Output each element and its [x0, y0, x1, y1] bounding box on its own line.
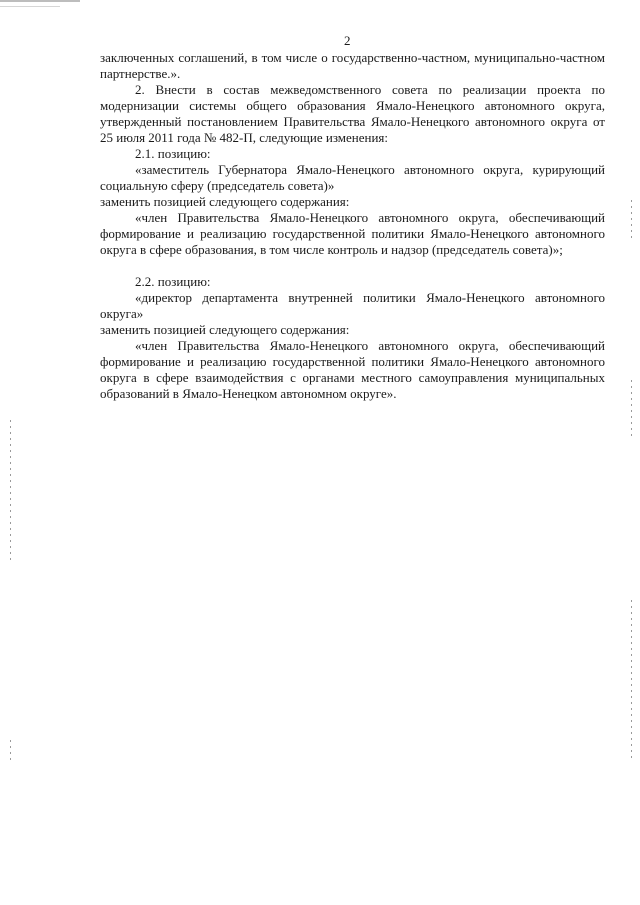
- paragraph-item-2: [100, 82, 605, 146]
- paragraph-item-2-2: [100, 274, 605, 290]
- scan-edge-mark: [0, 0, 80, 2]
- paragraph-item-2-1: [100, 146, 605, 162]
- quote-old-position-2: [100, 290, 605, 322]
- paragraph-text: 2. Внести в состав межведомственного совета по реализации проекта по модернизации системы общего образования Ямало-Ненецкого автономного округа, утвержденный постановлением Правительства Ямало-Ненецкого автономного округа от 25 июля 2011 года № 482-П, следующие изменения:: [100, 82, 605, 145]
- paragraph-text: 2.2. позицию:: [135, 274, 211, 289]
- paragraph-text: заменить позицией следующего содержания:: [100, 194, 350, 209]
- paragraph-continuation: [100, 50, 605, 82]
- paragraph-text: 2.1. позицию:: [135, 146, 211, 161]
- paragraph-text: «директор департамента внутренней политики Ямало-Ненецкого автономного округа»: [100, 290, 605, 321]
- paragraph-text: «член Правительства Ямало-Ненецкого автономного округа, обеспечивающий формирование и реализацию государственной политики Ямало-Ненецкого автономного округа в сфере образования, в том числе контроль и надзор (председатель совета)»;: [100, 210, 605, 257]
- scan-edge-dots-left: [10, 420, 11, 560]
- scan-edge-dots-left-lower: [10, 740, 11, 760]
- paragraph-text: заключенных соглашений, в том числе о государственно-частном, муниципально-частном партнерстве.».: [100, 50, 605, 81]
- quote-new-position-1: [100, 210, 605, 258]
- replace-instruction-2: [100, 322, 605, 338]
- scan-edge-dots-right-lower: [631, 600, 632, 760]
- page-number: 2: [344, 33, 351, 48]
- quote-old-position-1: [100, 162, 605, 194]
- scan-edge-dots-right-middle: [631, 380, 632, 440]
- paragraph-text: «заместитель Губернатора Ямало-Ненецкого автономного округа, курирующий социальную сферу (председатель совета)»: [100, 162, 605, 193]
- quote-new-position-2: [100, 338, 605, 402]
- scan-edge-dots-right-upper: [631, 200, 632, 240]
- paragraph-text: «член Правительства Ямало-Ненецкого автономного округа, обеспечивающий формирование и реализацию государственной политики Ямало-Ненецкого автономного округа в сфере взаимодействия с органами местного самоуправления муниципальных образований в Ямало-Ненецком автономном округе».: [100, 338, 605, 401]
- replace-instruction-1: [100, 194, 605, 210]
- scan-edge-mark-secondary: [0, 6, 60, 7]
- paragraph-text: заменить позицией следующего содержания:: [100, 322, 350, 337]
